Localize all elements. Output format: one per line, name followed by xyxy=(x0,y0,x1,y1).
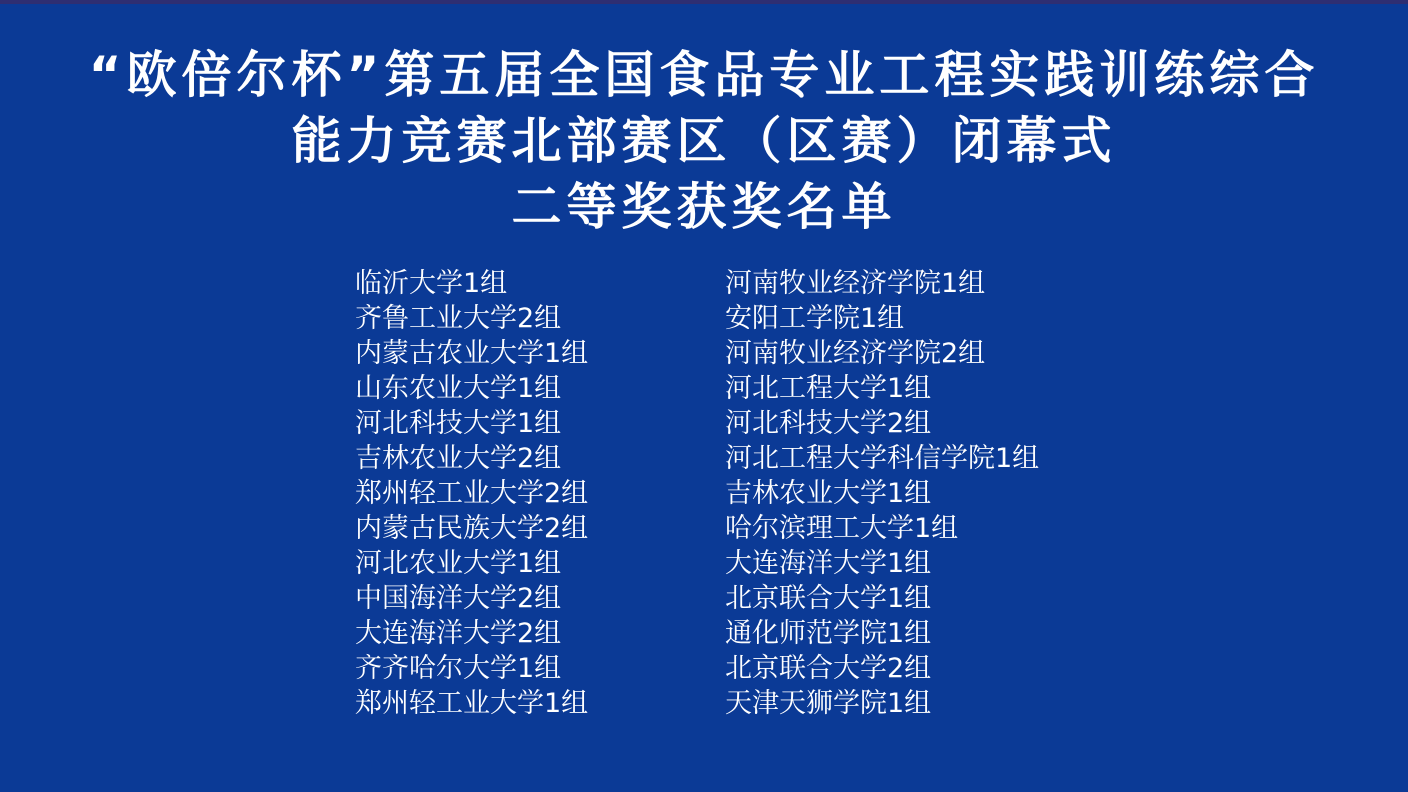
award-item: 河北工程大学科信学院1组 xyxy=(725,443,1040,474)
award-item: 河北科技大学1组 xyxy=(355,408,562,439)
award-item: 山东农业大学1组 xyxy=(355,373,562,404)
award-item: 安阳工学院1组 xyxy=(725,303,905,334)
award-item: 中国海洋大学2组 xyxy=(355,583,562,614)
award-item: 通化师范学院1组 xyxy=(725,618,932,649)
award-item: 大连海洋大学2组 xyxy=(355,618,562,649)
award-item: 河北科技大学2组 xyxy=(725,408,932,439)
award-item: 河北农业大学1组 xyxy=(355,548,562,579)
slide-top-edge xyxy=(0,0,1408,4)
award-item: 大连海洋大学1组 xyxy=(725,548,932,579)
award-item: 北京联合大学1组 xyxy=(725,583,932,614)
award-item: 吉林农业大学2组 xyxy=(355,443,562,474)
title-line-3: 二等奖获奖名单 xyxy=(511,178,897,236)
award-columns xyxy=(355,266,1408,721)
award-item: 齐齐哈尔大学1组 xyxy=(355,653,562,684)
award-column-left xyxy=(355,266,725,721)
award-item: 吉林农业大学1组 xyxy=(725,478,932,509)
title-line-1: “欧倍尔杯”第五届全国食品专业工程实践训练综合 xyxy=(88,46,1320,104)
award-item: 河南牧业经济学院2组 xyxy=(725,338,986,369)
award-column-right xyxy=(725,266,1039,721)
award-item: 齐鲁工业大学2组 xyxy=(355,303,562,334)
award-item: 河北工程大学1组 xyxy=(725,373,932,404)
slide-title xyxy=(0,0,1408,240)
award-item: 内蒙古农业大学1组 xyxy=(355,338,589,369)
award-item: 河南牧业经济学院1组 xyxy=(725,268,986,299)
award-item: 临沂大学1组 xyxy=(355,268,508,299)
title-line-2: 能力竞赛北部赛区（区赛）闭幕式 xyxy=(291,112,1117,170)
award-item: 郑州轻工业大学2组 xyxy=(355,478,589,509)
award-item: 北京联合大学2组 xyxy=(725,653,932,684)
award-item: 内蒙古民族大学2组 xyxy=(355,513,589,544)
award-item: 郑州轻工业大学1组 xyxy=(355,688,589,719)
award-item: 哈尔滨理工大学1组 xyxy=(725,513,959,544)
award-item: 天津天狮学院1组 xyxy=(725,688,932,719)
